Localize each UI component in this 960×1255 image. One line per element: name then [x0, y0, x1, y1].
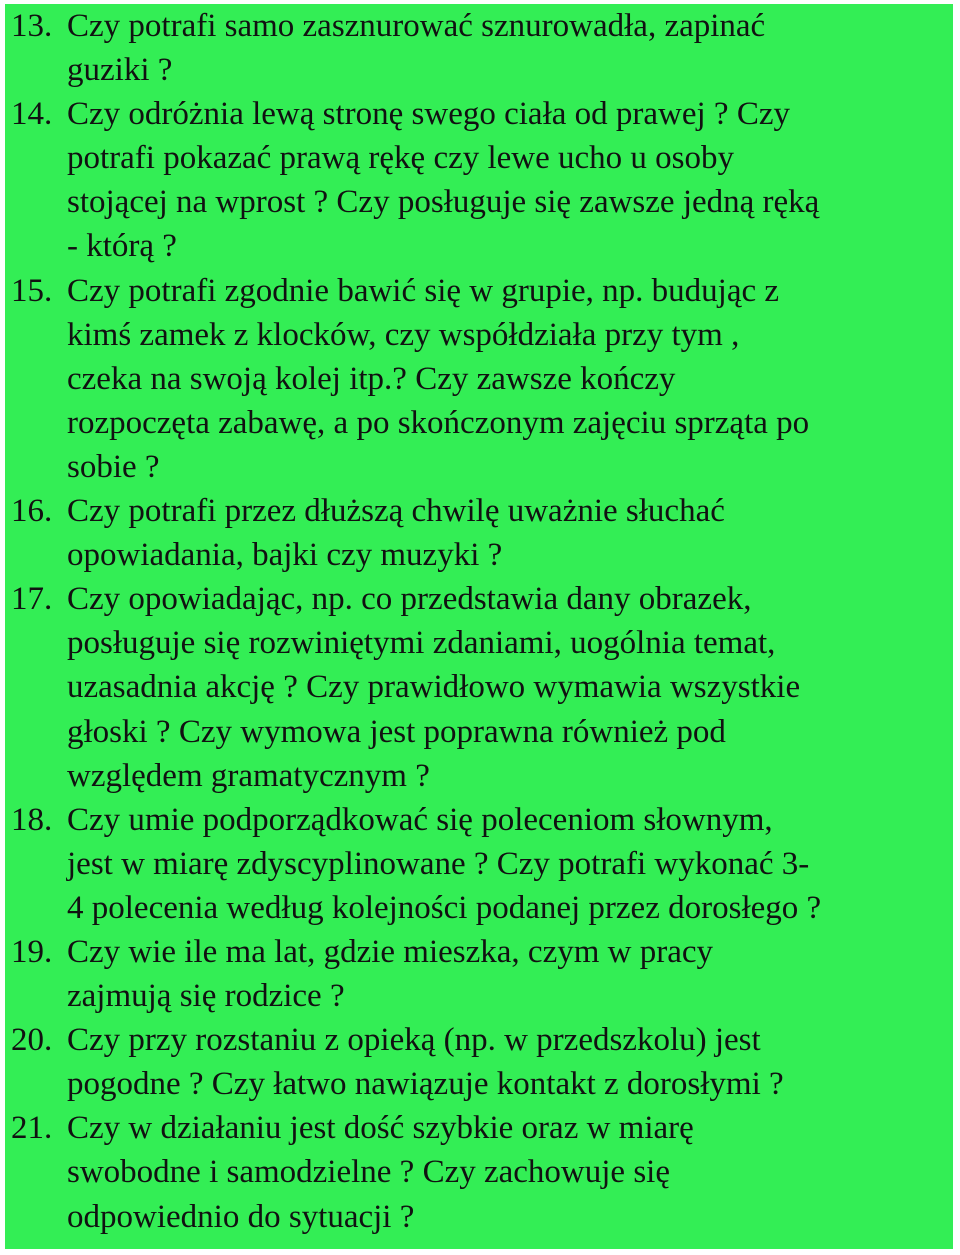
- item-line: Czy potrafi samo zasznurować sznurowadła, zapinać: [67, 8, 766, 44]
- item-line: Czy umie podporządkować się poleceniom słownym,: [67, 801, 773, 838]
- item-line: rozpoczęta zabawę, a po skończonym zajęciu sprząta po: [67, 404, 810, 441]
- questions-list: [5, 4, 953, 1239]
- item-line: potrafi pokazać prawą rękę czy lewe ucho u osoby: [67, 140, 735, 177]
- item-line: Czy opowiadając, np. co przedstawia dany obrazek,: [67, 581, 752, 618]
- item-text: [67, 930, 953, 1018]
- item-line: stojącej na wprost ? Czy posługuje się zawsze jedną ręką: [67, 184, 820, 221]
- item-line: głoski ? Czy wymowa jest poprawna również pod: [67, 713, 726, 750]
- item-number: 21.: [11, 1110, 53, 1147]
- item-line: Czy przy rozstaniu z opieką (np. w przedszkolu) jest: [67, 1022, 761, 1059]
- list-item: [5, 930, 953, 1018]
- item-line: Czy odróżnia lewą stronę swego ciała od prawej ? Czy: [67, 96, 790, 133]
- list-item: [5, 577, 953, 797]
- list-item: [5, 4, 953, 92]
- item-text: [67, 269, 953, 489]
- item-text: [67, 798, 953, 930]
- item-number: 14.: [11, 96, 53, 133]
- item-text: [67, 577, 953, 797]
- item-line: swobodne i samodzielne ? Czy zachowuje się: [67, 1154, 670, 1191]
- item-line: pogodne ? Czy łatwo nawiązuje kontakt z dorosłymi ?: [67, 1066, 784, 1103]
- item-number: 15.: [11, 272, 53, 309]
- item-line: względem gramatycznym ?: [67, 757, 430, 794]
- item-line: opowiadania, bajki czy muzyki ?: [67, 537, 503, 574]
- item-line: sobie ?: [67, 448, 160, 485]
- item-number: 18.: [11, 801, 53, 838]
- item-line: - którą ?: [67, 228, 177, 265]
- item-line: Czy w działaniu jest dość szybkie oraz w miarę: [67, 1110, 694, 1147]
- item-text: [67, 92, 953, 268]
- item-line: czeka na swoją kolej itp.? Czy zawsze kończy: [67, 360, 676, 397]
- item-line: Czy potrafi przez dłuższą chwilę uważnie słuchać: [67, 493, 725, 530]
- item-line: uzasadnia akcję ? Czy prawidłowo wymawia wszystkie: [67, 669, 801, 706]
- item-line: kimś zamek z klocków, czy współdziała przy tym ,: [67, 316, 740, 353]
- item-line: Czy wie ile ma lat, gdzie mieszka, czym w pracy: [67, 933, 713, 970]
- item-line: Czy potrafi zgodnie bawić się w grupie, np. budując z: [67, 272, 780, 309]
- list-item: [5, 92, 953, 268]
- document-page: [5, 4, 953, 1249]
- list-item: [5, 1018, 953, 1106]
- item-text: [67, 4, 953, 92]
- item-line: 4 polecenia według kolejności podanej przez dorosłego ?: [67, 889, 822, 926]
- item-number: 20.: [11, 1022, 53, 1059]
- list-item: [5, 798, 953, 930]
- item-line: jest w miarę zdyscyplinowane ? Czy potrafi wykonać 3-: [67, 845, 810, 882]
- list-item: [5, 269, 953, 489]
- item-number: 13.: [11, 8, 53, 44]
- item-text: [67, 1018, 953, 1106]
- item-line: odpowiednio do sytuacji ?: [67, 1198, 415, 1235]
- item-line: zajmują się rodzice ?: [67, 978, 345, 1015]
- list-item: [5, 489, 953, 577]
- item-text: [67, 489, 953, 577]
- item-text: [67, 1106, 953, 1238]
- item-number: 16.: [11, 493, 53, 530]
- item-number: 17.: [11, 581, 53, 618]
- list-item: [5, 1106, 953, 1238]
- item-line: posługuje się rozwiniętymi zdaniami, uogólnia temat,: [67, 625, 776, 662]
- item-number: 19.: [11, 933, 53, 970]
- item-line: guziki ?: [67, 52, 173, 89]
